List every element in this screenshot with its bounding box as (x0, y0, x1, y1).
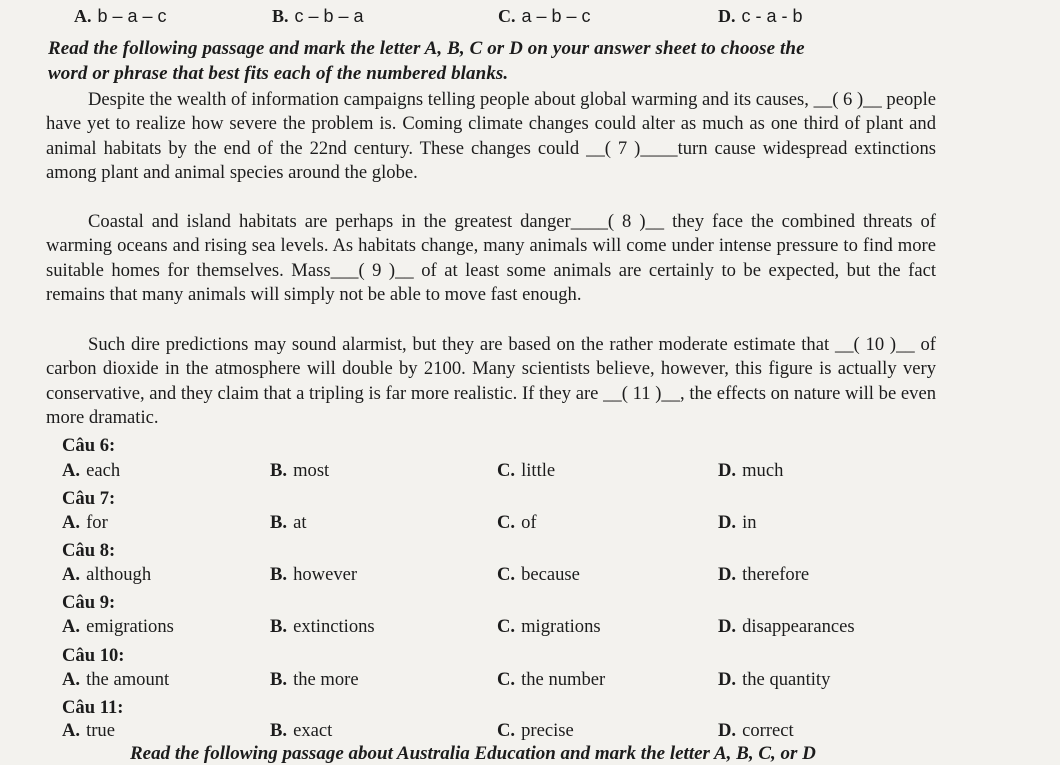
question-7-option-a[interactable]: A. for (62, 512, 108, 533)
instruction-line-2: word or phrase that best fits each of the numbered blanks. (48, 63, 509, 84)
question-9-option-a[interactable]: A. emigrations (62, 616, 174, 637)
question-6-option-d[interactable]: D. much (718, 460, 784, 481)
question-11-option-b[interactable]: B. exact (270, 720, 333, 741)
prev-option-c: C. a – b – c (498, 6, 591, 26)
question-6-option-c[interactable]: C. little (497, 460, 556, 481)
prev-option-b: B. c – b – a (272, 6, 364, 26)
question-8-option-d[interactable]: D. therefore (718, 564, 810, 585)
question-11-option-d[interactable]: D. correct (718, 720, 794, 741)
question-7-option-b[interactable]: B. at (270, 512, 307, 533)
question-10-option-d[interactable]: D. the quantity (718, 669, 831, 690)
question-10-label: Câu 10: (62, 645, 125, 666)
passage-paragraph-2: Coastal and island habitats are perhaps in the greatest danger____( 8 )__ they face the combined threats of warming oceans and rising sea levels. As habitats change, many animals will come under intense pressure to find more suitable homes for themselves. Mass___( 9 )__ of at least some animals are certainly to be expected, but the fact remains that many animals will simply not be able to move fast enough. (46, 211, 936, 305)
blank-7: __( 7 )____ (586, 137, 678, 159)
question-6-label: Câu 6: (62, 435, 116, 456)
question-8-option-c[interactable]: C. because (497, 564, 580, 585)
blank-8: ____( 8 )__ (570, 211, 665, 232)
blank-10: __( 10 )__ (834, 334, 915, 355)
question-10-option-c[interactable]: C. the number (497, 669, 606, 690)
question-10-option-b[interactable]: B. the more (270, 669, 359, 690)
blank-6: __( 6 )__ (813, 89, 882, 110)
question-8-option-a[interactable]: A. although (62, 564, 152, 585)
question-10-option-a[interactable]: A. the amount (62, 669, 170, 690)
question-6-option-a[interactable]: A. each (62, 460, 121, 481)
question-8-option-b[interactable]: B. however (270, 564, 358, 585)
blank-9: ___( 9 )__ (330, 259, 414, 281)
prev-option-d: D. c - a - b (718, 6, 803, 26)
question-9-option-c[interactable]: C. migrations (497, 616, 601, 637)
question-11-option-a[interactable]: A. true (62, 720, 115, 741)
question-9-option-d[interactable]: D. disappearances (718, 616, 855, 637)
question-7-label: Câu 7: (62, 488, 116, 509)
question-9-label: Câu 9: (62, 592, 116, 613)
question-7-option-c[interactable]: C. of (497, 512, 537, 533)
question-11-option-c[interactable]: C. precise (497, 720, 574, 741)
passage-paragraph-1: Despite the wealth of information campaigns telling people about global warming and its causes, __( 6 )__ people have yet to realize how severe the problem is. Coming climate changes could alter as much as one third of plant and animal habitats by the end of the 22nd century. These changes could __( 7 )____turn cause widespread extinctions among plant and animal species around the globe. (46, 89, 936, 183)
next-instruction: Read the following passage about Australia Education and mark the letter A, B, C, or D (130, 743, 816, 764)
question-6-option-b[interactable]: B. most (270, 460, 330, 481)
passage-paragraph-3: Such dire predictions may sound alarmist, but they are based on the rather moderate estimate that __( 10 )__ of carbon dioxide in the atmosphere will double by 2100. Many scientists believe, however, this figure is actually very conservative, and they claim that a tripling is far more realistic. If they are __( 11 )__, the effects on nature will be even more dramatic. (46, 334, 936, 428)
prev-option-a: A. b – a – c (74, 6, 167, 26)
question-8-label: Câu 8: (62, 540, 116, 561)
question-7-option-d[interactable]: D. in (718, 512, 757, 533)
question-9-option-b[interactable]: B. extinctions (270, 616, 375, 637)
question-11-label: Câu 11: (62, 697, 124, 718)
blank-11: __( 11 )__ (603, 382, 680, 404)
instruction-line-1: Read the following passage and mark the letter A, B, C or D on your answer sheet to choose the (48, 38, 805, 59)
